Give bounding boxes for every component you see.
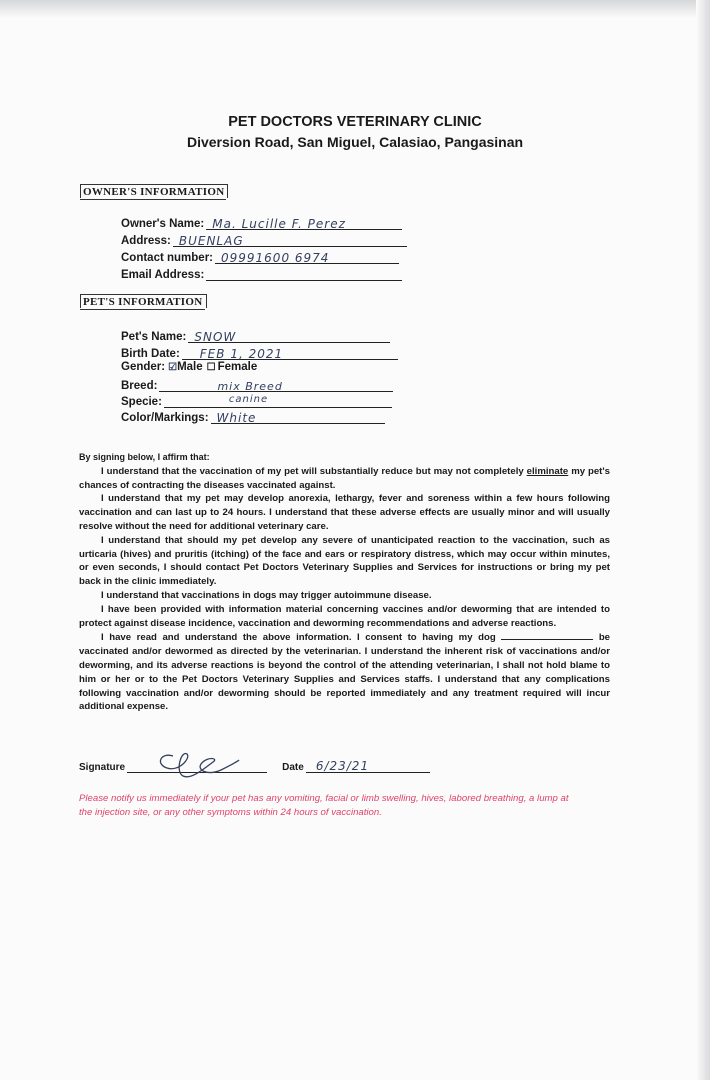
signature-line	[127, 760, 267, 773]
signature-label: Signature	[79, 762, 126, 773]
pet-name-value: SNOW	[194, 330, 237, 344]
breed-value: mix Breed	[217, 380, 283, 393]
owner-address-line	[173, 232, 407, 247]
color-line	[211, 409, 385, 424]
owner-address-value: BUENLAG	[178, 234, 244, 248]
specie-field	[121, 393, 392, 408]
female-checkbox[interactable]: ☐	[206, 362, 216, 373]
birth-date-line	[182, 345, 398, 360]
date-line	[306, 760, 430, 773]
pet-name-line	[188, 328, 390, 343]
clinic-address: Diversion Road, San Miguel, Calasiao, Pangasinan	[186, 134, 524, 150]
consent-p6-part1: I have read and understand the above information. I consent to having my dog	[101, 632, 496, 644]
owner-name-label: Owner's Name:	[121, 218, 205, 230]
specie-label: Specie:	[121, 396, 162, 408]
clinic-name: PET DOCTORS VETERINARY CLINIC	[228, 114, 482, 130]
signature-field	[79, 760, 430, 773]
owner-name-field	[121, 215, 402, 230]
consent-p1-part2: my pet's chances of contracting the diseases vaccinated against.	[79, 465, 610, 491]
owner-email-field	[121, 266, 402, 281]
pet-section-heading: PET'S INFORMATION	[80, 294, 207, 308]
specie-line	[164, 393, 392, 408]
male-checkbox-checked[interactable]: ☑	[168, 362, 178, 373]
consent-paragraph-5: I have been provided with information material concerning vaccines and/or deworming that are intended to protect against disease incidence, vaccination and deworming recommendations and adverse reactions.	[79, 603, 610, 629]
consent-paragraph-6	[79, 630, 610, 714]
scan-edge-shadow	[696, 0, 710, 1080]
dog-name-blank	[501, 630, 593, 640]
owner-contact-field	[121, 249, 399, 264]
color-label: Color/Markings:	[121, 412, 209, 424]
consent-paragraph-2: I understand that my pet may develop anorexia, lethargy, fever and soreness within a few hours following vaccination and can last up to 24 hours. I understand that these adverse effects are usually minor and will usually resolve without the need for additional veterinary care.	[79, 493, 610, 532]
color-field	[121, 409, 385, 424]
gender-label: Gender:	[121, 361, 166, 373]
consent-paragraph-3: I understand that should my pet develop any severe of unanticipated reaction to the vaccination, such as urticaria (hives) and pruritis (itching) of the face and ears or respiratory distress, which may occur within minutes, or even seconds, I should contact Pet Doctors Veterinary Supplies and Services for instructions or bring my pet back in the clinic immediately.	[79, 534, 610, 588]
scan-top-shadow	[0, 0, 710, 18]
consent-intro: By signing below, I affirm that:	[79, 452, 210, 462]
owner-section-heading: OWNER'S INFORMATION	[80, 184, 228, 198]
owner-name-value: Ma. Lucille F. Perez	[212, 217, 346, 231]
birth-date-label: Birth Date:	[121, 348, 180, 360]
consent-text	[79, 451, 610, 714]
gender-female-option: Female	[217, 361, 258, 373]
consent-p6-part2: be vaccinated and/or dewormed as directed by the veterinarian. I understand the inherent risk of vaccinations and/or deworming, and its adverse reactions is beyond the control of the attending veterinarian, I shall not hold blame to him or her or to the Pet Doctors Veterinary Supplies and Services staffs. I understand that any complications following vaccination and/or deworming should be reported immediately and any treatment required will incur additional expense.	[79, 632, 611, 713]
post-vaccination-notice: Please notify us immediately if your pet has any vomiting, facial or limb swelling, hives, labored breathing, a lump at the injection site, or any other symptoms within 24 hours of vaccination.	[79, 793, 569, 818]
consent-paragraph-1	[79, 465, 610, 493]
consent-p1-underlined: eliminate	[526, 465, 569, 477]
breed-line	[159, 377, 393, 392]
owner-name-line	[206, 215, 402, 230]
owner-email-line	[206, 266, 402, 281]
signature-mark	[151, 744, 241, 784]
gender-male-option: Male	[177, 361, 203, 373]
owner-contact-line	[215, 249, 399, 264]
owner-contact-value: 09991600 6974	[221, 251, 330, 265]
breed-field	[121, 377, 393, 392]
owner-email-label: Email Address:	[121, 269, 205, 281]
date-value: 6/23/21	[315, 759, 370, 773]
owner-address-field	[121, 232, 407, 247]
breed-label: Breed:	[121, 380, 158, 392]
birth-date-value: FEB 1, 2021	[199, 347, 284, 361]
pet-name-label: Pet's Name:	[121, 331, 187, 343]
color-value: White	[216, 411, 257, 425]
birth-date-field	[121, 345, 398, 360]
consent-paragraph-4: I understand that vaccinations in dogs may trigger autoimmune disease.	[101, 589, 432, 601]
specie-value: canine	[228, 394, 269, 405]
date-label: Date	[282, 762, 304, 773]
consent-p1-part1: I understand that the vaccination of my pet will substantially reduce but may not completely	[101, 465, 524, 477]
owner-address-label: Address:	[121, 235, 171, 247]
gender-field	[121, 361, 257, 373]
owner-contact-label: Contact number:	[121, 252, 213, 264]
pet-name-field	[121, 328, 390, 343]
